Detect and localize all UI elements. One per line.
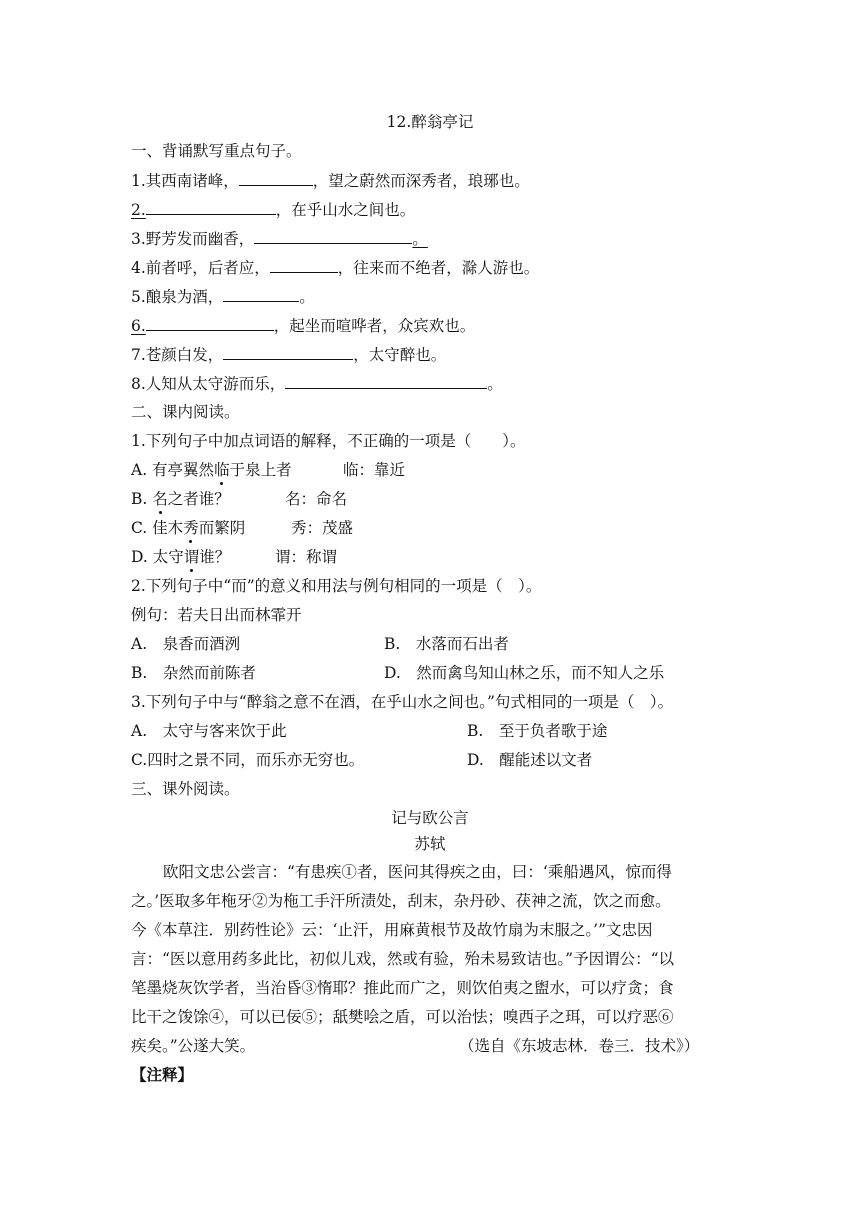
page-title: 12.醉翁亭记 [386, 113, 474, 131]
question-3-option-a: A. 太守与客来饮于此 [131, 722, 287, 740]
answer-blank[interactable] [146, 199, 276, 215]
answer-blank[interactable] [285, 373, 487, 389]
option-text: A. 有亭翼然 [131, 461, 215, 479]
question-1-option-d [131, 547, 338, 567]
dotted-word: 秀 [183, 519, 199, 537]
question-2-option-b: B. 水落而石出者 [384, 635, 509, 653]
passage-line: 之。’医取多年柂牙②为柂工手汗所渍处，刮末，杂丹砂、茯神之流，饮之而愈。 [131, 892, 671, 910]
answer-blank[interactable] [270, 257, 338, 273]
question-3-option-b: B. 至于负者歌于途 [467, 722, 608, 740]
question-1-stem: 1.下列句子中加点词语的解释，不正确的一项是（ ）。 [131, 432, 526, 450]
question-2-stem: 2.下列句子中“而”的意义和用法与例句相同的一项是（ ）。 [131, 577, 542, 595]
item-text: 8.人知从太守游而乐， [131, 375, 286, 393]
notes-heading: 【注释】 [131, 1065, 194, 1084]
section-1-heading: 一、背诵默写重点句子。 [131, 142, 302, 160]
passage-source: （选自《东坡志林．卷三．技术》） [459, 1037, 700, 1055]
item-text: ，在乎山水之间也。 [275, 201, 416, 219]
question-1-option-c [131, 518, 354, 538]
option-text: 于泉上者 [229, 461, 292, 479]
item-text: ，起坐而喧哗者，众宾欢也。 [273, 317, 476, 335]
section-2-heading: 二、课内阅读。 [131, 403, 240, 421]
item-text: 4.前者呼，后者应， [131, 259, 270, 277]
option-text: B. [131, 490, 153, 508]
passage-author: 苏轼 [414, 835, 446, 853]
answer-blank[interactable] [254, 228, 412, 244]
item-text: ，太守醉也。 [353, 346, 447, 364]
recite-item-2 [131, 199, 415, 220]
question-2-option-a: A. 泉香而酒洌 [131, 635, 241, 653]
option-text: 之者谁？ [167, 490, 230, 508]
dotted-word: 谓 [183, 548, 200, 566]
passage-line: 今《本草注．别药性论》云：‘止汗，用麻黄根节及故竹扇为末服之。’”文忠因 [131, 921, 653, 939]
answer-blank[interactable] [239, 170, 313, 186]
passage-line: 疾矣。”公遂大笑。 [131, 1037, 256, 1055]
recite-item-7 [131, 344, 446, 365]
dotted-word: 名 [152, 490, 168, 508]
item-text: 7.苍颜白发， [131, 346, 224, 364]
item-text: 2. [131, 201, 146, 219]
item-text: 3.野芳发而幽香， [131, 230, 255, 248]
passage-title: 记与欧公言 [391, 809, 469, 827]
answer-blank[interactable] [223, 286, 299, 302]
recite-item-1 [131, 170, 530, 191]
passage-line: 言：“医以意用药多此比，初似儿戏，然或有验，殆未易致诘也。”予因谓公：“以 [131, 950, 675, 968]
question-3-stem: 3.下列句子中与“醉翁之意不在酒，在乎山水之间也。”句式相同的一项是（ ）。 [131, 693, 674, 711]
item-text: 5.酿泉为酒， [131, 288, 224, 306]
question-1-option-b [131, 489, 348, 509]
item-text: 6. [131, 317, 146, 335]
recite-item-5 [131, 286, 315, 307]
option-gloss: 谓：称谓 [275, 548, 338, 566]
answer-blank[interactable] [146, 315, 274, 331]
option-text: 谁？ [199, 548, 231, 566]
passage-line: 比干之馂馀④，可以已佞⑤；舐樊哙之盾，可以治怯；嗅西子之珥，可以疗恶⑥ [131, 1008, 674, 1026]
passage-line: 笔墨烧灰饮学者，当治昏③惰耶？推此而广之，则饮伯夷之盥水，可以疗贪；食 [131, 979, 674, 997]
option-gloss: 秀：茂盛 [291, 519, 354, 537]
recite-item-6 [131, 315, 475, 336]
question-1-option-a [131, 460, 406, 480]
item-text: ，望之蔚然而深秀者，琅琊也。 [312, 172, 530, 190]
dotted-word: 临 [214, 461, 230, 479]
option-text: D. 太守 [131, 548, 184, 566]
item-text: 1.其西南诸峰， [131, 172, 239, 190]
item-text: 。 [412, 230, 428, 248]
passage-line: 欧阳文忠公尝言：“有患疾①者，医问其得疾之由，曰：‘乘船遇风，惊而得 [163, 863, 672, 881]
recite-item-4 [131, 257, 539, 278]
question-3-option-d: D. 醒能述以文者 [467, 751, 593, 769]
answer-blank[interactable] [223, 344, 353, 360]
recite-item-3 [131, 228, 428, 249]
item-text: 。 [299, 288, 315, 306]
question-2-option-d: D. 然而禽鸟知山林之乐，而不知人之乐 [384, 664, 665, 682]
option-text: 而繁阴 [198, 519, 246, 537]
question-3-option-c: C.四时之景不同，而乐亦无穷也。 [131, 751, 365, 769]
recite-item-8 [131, 373, 503, 394]
question-2-option-c: B. 杂然而前陈者 [131, 664, 256, 682]
section-3-heading: 三、课外阅读。 [131, 780, 240, 798]
option-gloss: 名：命名 [285, 490, 348, 508]
option-text: C. 佳木 [131, 519, 184, 537]
item-text: 。 [487, 375, 503, 393]
item-text: ，往来而不绝者，滁人游也。 [337, 259, 540, 277]
option-gloss: 临：靠近 [343, 461, 406, 479]
question-2-example: 例句：若夫日出而林霏开 [131, 606, 302, 624]
